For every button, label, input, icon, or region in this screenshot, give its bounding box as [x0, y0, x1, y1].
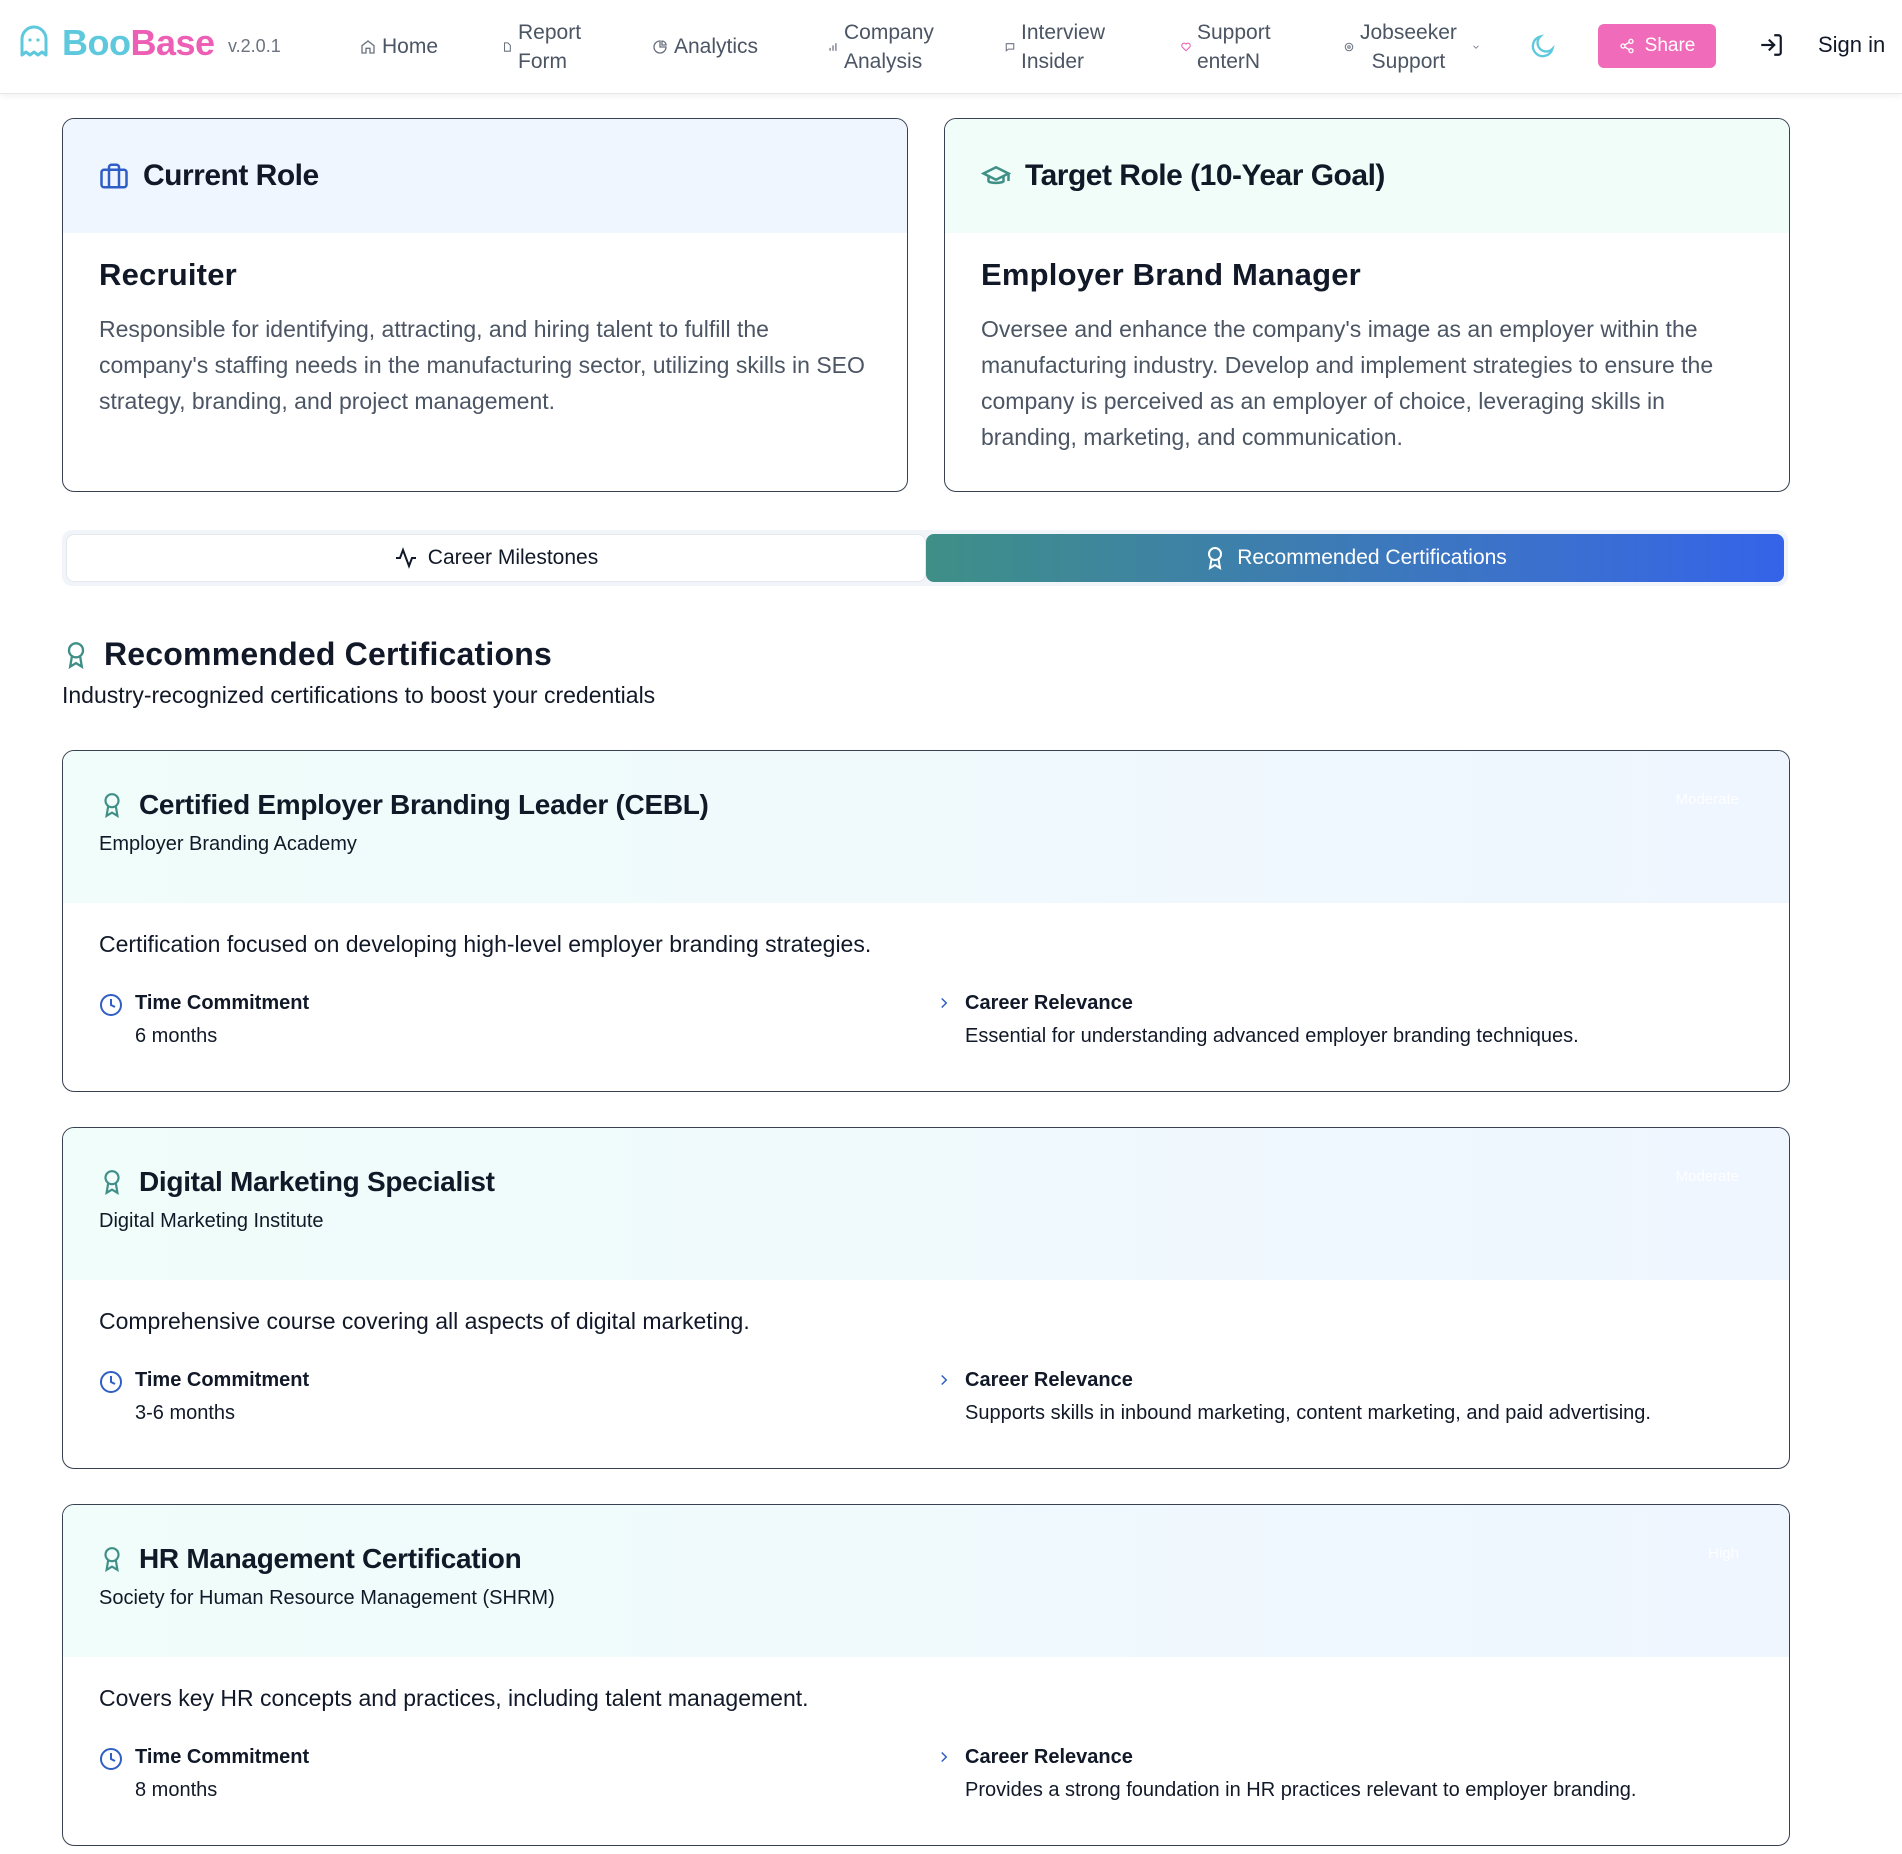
nav-item-label: Support — [1197, 21, 1271, 44]
nav-item-label: Home — [382, 35, 439, 58]
award-icon — [99, 1544, 125, 1574]
nav-item-label-line2: Analysis — [844, 50, 923, 73]
difficulty-badge: High — [1708, 1545, 1739, 1562]
logo-boo-text: Boo — [62, 22, 131, 63]
sign-in-icon[interactable] — [1758, 32, 1784, 58]
current-role-title: Recruiter — [99, 257, 237, 292]
career-relevance-value: Provides a strong foundation in HR practices relevant to employer branding. — [965, 1779, 1637, 1801]
heart-icon — [1181, 42, 1191, 52]
nav-item-jobseeker-support[interactable] — [1344, 18, 1481, 76]
certification-description: Covers key HR concepts and practices, including talent management. — [99, 1685, 809, 1711]
nav-item-label-line2: Insider — [1021, 50, 1085, 73]
clock-icon — [99, 1370, 123, 1394]
time-commitment-label: Time Commitment — [135, 1369, 310, 1391]
chevron-right-icon — [935, 1371, 953, 1389]
time-commitment-label: Time Commitment — [135, 992, 310, 1014]
target-role-heading: Target Role (10-Year Goal) — [1025, 159, 1385, 192]
current-role-card — [62, 118, 908, 492]
nav-item-label: Company — [844, 21, 934, 44]
sign-in-link[interactable]: Sign in — [1818, 32, 1886, 57]
share-button[interactable] — [1598, 24, 1716, 68]
help-circle-icon — [1344, 42, 1354, 52]
nav-item-support-entern[interactable] — [1181, 18, 1271, 76]
certification-description: Certification focused on developing high-level employer branding strategies. — [99, 931, 872, 957]
career-relevance-label: Career Relevance — [965, 1746, 1133, 1768]
time-commitment-value: 6 months — [135, 1025, 218, 1047]
share-icon — [1619, 38, 1635, 54]
tab-label: Career Milestones — [427, 546, 599, 569]
time-commitment-value: 3-6 months — [135, 1402, 236, 1424]
career-relevance-label: Career Relevance — [965, 992, 1133, 1014]
career-relevance-value: Essential for understanding advanced employer branding techniques. — [965, 1025, 1579, 1047]
chevron-down-icon — [1471, 42, 1481, 52]
activity-icon — [394, 546, 418, 570]
target-role-card — [944, 118, 1790, 492]
time-commitment-value: 8 months — [135, 1779, 218, 1801]
nav-item-label: Report — [518, 21, 582, 44]
certification-provider: Society for Human Resource Management (SHRM) — [99, 1587, 555, 1609]
nav-item-report-form[interactable] — [502, 18, 581, 76]
tab-recommended-certifications[interactable] — [926, 534, 1784, 582]
tab-career-milestones[interactable] — [66, 534, 926, 582]
ghost-logo-icon — [18, 25, 50, 61]
graduation-cap-icon — [981, 161, 1011, 191]
nav-item-analytics[interactable] — [652, 32, 758, 61]
logo-base-text: Base — [130, 22, 215, 63]
certification-name: HR Management Certification — [139, 1543, 522, 1574]
current-role-description: Responsible for identifying, attracting, and hiring talent to fulfill the company's staffing needs in the manufacturing sector, utilizing skills in SEO strategy, branding, and project management. — [99, 316, 865, 414]
bar-chart-icon — [828, 42, 838, 52]
section-title: Recommended Certifications — [104, 636, 552, 672]
current-role-heading: Current Role — [143, 159, 319, 192]
chevron-right-icon — [935, 994, 953, 1012]
nav-item-label-line2: Form — [518, 50, 567, 73]
target-role-description: Oversee and enhance the company's image as an employer within the manufacturing industry. Develop and implement strategies to ensure the company is perceived as an employer of choice, leveraging skills in branding, marketing, and communication. — [981, 316, 1714, 450]
award-icon — [99, 1167, 125, 1197]
award-icon — [1203, 546, 1227, 570]
pie-chart-icon — [652, 39, 668, 55]
nav-item-home[interactable] — [360, 32, 438, 61]
target-role-title: Employer Brand Manager — [981, 257, 1361, 292]
share-button-label: Share — [1644, 35, 1696, 56]
certification-name: Digital Marketing Specialist — [139, 1166, 495, 1197]
difficulty-badge: Moderate — [1675, 1168, 1739, 1185]
certification-description: Comprehensive course covering all aspects of digital marketing. — [99, 1308, 750, 1334]
briefcase-icon — [99, 161, 129, 191]
difficulty-badge: Moderate — [1675, 791, 1739, 808]
certification-provider: Digital Marketing Institute — [99, 1210, 324, 1232]
message-icon — [1005, 42, 1015, 52]
moon-icon[interactable] — [1529, 32, 1557, 60]
award-icon — [99, 790, 125, 820]
nav-item-label: Jobseeker — [1360, 21, 1457, 44]
certification-card — [62, 1504, 1790, 1846]
target-role-header — [945, 119, 1789, 233]
file-icon — [502, 42, 512, 52]
view-tabs — [62, 530, 1788, 586]
current-role-header — [63, 119, 907, 233]
career-relevance-label: Career Relevance — [965, 1369, 1133, 1391]
nav-item-label: Interview — [1021, 21, 1106, 44]
clock-icon — [99, 993, 123, 1017]
home-icon — [360, 39, 376, 55]
certification-provider: Employer Branding Academy — [99, 833, 357, 855]
section-subtitle: Industry-recognized certifications to boost your credentials — [62, 682, 656, 708]
certification-card — [62, 1127, 1790, 1469]
certification-name: Certified Employer Branding Leader (CEBL) — [139, 789, 709, 820]
nav-item-interview-insider[interactable] — [1005, 18, 1105, 76]
nav-item-label-line2: Support — [1371, 50, 1446, 73]
career-relevance-value: Supports skills in inbound marketing, content marketing, and paid advertising. — [965, 1402, 1651, 1424]
nav-item-label: Analytics — [674, 35, 759, 58]
version-label: v.2.0.1 — [228, 36, 281, 56]
nav-item-label-line2: enterN — [1197, 50, 1261, 73]
certification-card — [62, 750, 1790, 1092]
award-icon — [62, 639, 90, 671]
clock-icon — [99, 1747, 123, 1771]
tab-label: Recommended Certifications — [1237, 546, 1507, 569]
chevron-right-icon — [935, 1748, 953, 1766]
nav-item-company-analysis[interactable] — [828, 18, 934, 76]
section-header — [62, 636, 552, 673]
time-commitment-label: Time Commitment — [135, 1746, 310, 1768]
top-navbar — [0, 0, 1902, 94]
logo[interactable] — [18, 22, 215, 64]
